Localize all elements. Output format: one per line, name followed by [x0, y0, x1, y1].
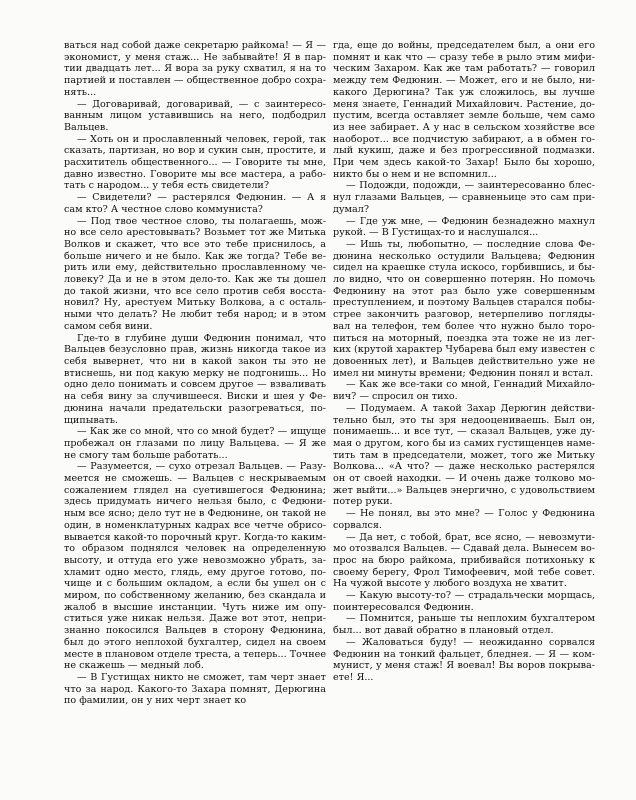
paragraph: — Помнится, раньше ты неплохим бухгалтером был... вот давай обратно в плановый отдел. — [333, 613, 595, 637]
paragraph: ваться над собой даже секретарю райкома! — Я — экономист, у меня стаж... Не забывайте! Я в партии двадцать лет... Я вора за руку схватил, я на то партией и поставлен — общественное добро сохранять... — [64, 40, 326, 98]
paragraph: — Хоть он и прославленный человек, герой, так сказать, партизан, но вор и сукин сын, простите, и расхититель общественного... — Говорите ты мне, давно известно. Говорите мы все мастера, а работать с народом... у тебя есть свидетели? — [64, 133, 326, 192]
paragraph: — Подумаем. А такой Захар Дерюгин действительно был, это ты зря недооцениваешь. Был он, понимаешь... и все тут, — сказал Вальцев, уже думая о другом, кого бы из самих густищенцев наметить там в председатели, может, того же Митьку Волкова... «А что? — даже несколько растерялся он от своей находки. — И очень даже толково может выйти...» Вальцев энергично, с удовольствием потер руки. — [333, 402, 595, 508]
paragraph: — В Густищах никто не сможет, там черт знает что за народ. Какого-то Захара помнят, Дерюгина по фамилии, он у них черт знает ко — [64, 671, 326, 707]
paragraph: — Разумеется, — сухо отрезал Вальцев. — Разумеется не сможешь. — Вальцев с нескрываемым сожалением глядел на суетившегося Федюнина; здесь придумать ничего нельзя было, с Федюниным все ясно; дело тут не в Федюнине, он такой не один, в номенклатурных кадрах все четче обрисовывается какой-то порочный круг. Когда-то каким-то образом поднялся человек на определенную высоту, и оттуда его уже невозможно убрать, захламит одно место, глядь, ему другое готово, почище и с большим окладом, а если бы ушел он с миром, по собственному желанию, без скандала и жалоб в высшие инстанции. Чуть ниже им опуститься уже никак нельзя. Даже вот этот, непризнанно покосился Вальцев в сторону Федюнина, был до этого неплохой бухгалтер, сидел на своем месте в плановом отделе треста, а теперь... Точнее не скажешь — медный лоб. — [64, 461, 326, 672]
paragraph: Где-то в глубине души Федюнин понимал, что Вальцев безусловно прав, жизнь никогда такое из себя вывернет, что ни в какой закон ты это не втиснешь, ни под какую мерку не подгонишь... Но одно дело понимать и совсем другое — взваливать на себя вину за случившееся. Виски и шея у Федюнина начали предательски разогреваться, пощипывать. — [64, 332, 326, 426]
paragraph: — Где уж мне, — Федюнин безнадежно махнул рукой. — В Густищах-то и наслушался... — [333, 215, 595, 239]
paragraph: — Как же со мной, что со мной будет? — ищуще пробежал он глазами по лицу Вальцева. — Я же не смогу там больше работать... — [64, 426, 326, 461]
paragraph: — Подожди, подожди, — заинтересованно блеснул глазами Вальцев, — сравненьице это сам придумал? — [333, 180, 595, 215]
paragraph: — Под твое честное слово, ты полагаешь, можно все село арестовывать? Возьмет тот же Митька Волков и скажет, что все это тебе приснилось, а больше ничего и не было. Как же тогда? Тебе верить или ему, действительно прославленному человеку? Да и не в этом дело-то. Как же ты дошел до такой жизни, что все село против себя восстановил? Ну, арестуем Митьку Волкова, а с остальными что делать? Не любит тебя народ; и в этом самом себя вини. — [64, 215, 326, 332]
right-text-column — [333, 40, 595, 788]
paragraph: — Не понял, вы это мне? — Голос у Федюнина сорвался. — [333, 508, 595, 531]
paragraph: — Какую высоту-то? — страдальчески морщась, поинтересовался Федюнин. — [333, 590, 595, 613]
paragraph: — Договаривай, договаривай, — с заинтересованным лицом уставившись на него, подбодрил Вальцев. — [64, 98, 326, 133]
paragraph: — Жаловаться буду! — неожиданно сорвался Федюнин на тонкий фальцет, бледнея. — Я — коммунист, у меня стаж! Я воевал! Вы воров покрываете! Я... — [333, 636, 595, 683]
left-text-column — [64, 40, 326, 788]
paragraph: гда, еще до войны, председателем был, а они его помнят и как что — сразу тебе в рыло этим мифическим Захаром. Как же там работать? — говорил между тем Федюнин. — Может, его и не было, никакого Дерюгина? Так уж сложилось, вы лучше меня знаете, Геннадий Михайлович. Растение, допустим, всегда оставляет земле больше, чем само из нее забирает. А у нас в сельском хозяйстве все наоборот... все подчистую забирают, а в обмен голый кукиш, даже и без прогрессивной подмазки. При чем здесь какой-то Захар! Было бы хорошо, никто бы о нем и не вспомнил... — [333, 40, 595, 180]
paragraph: — Свидетели? — растерялся Федюнин. — А я сам кто? А честное слово коммуниста? — [64, 192, 326, 215]
paragraph: — Ишь ты, любопытно, — последние слова Федюнина несколько остудили Вальцева; Федюнин сидел на краешке стула искосо, горбившись, и было видно, что он совершенно потерян. Но помочь Федюнину на этот раз было уже совершенным преступлением, и поэтому Вальцев старался побыстрее закончить разговор, нетерпеливо поглядывал на телефон, тем более что нужно было торопиться на моторный, поездка эта тоже не из легких (крутой характер Чубарева был ему известен с довоенных лет), и Вальцев действительно уже не имел ни минуты времени; Федюнин понял и встал. — [333, 238, 595, 379]
paragraph: — Как же все-таки со мной, Геннадий Михайлович? — спросил он тихо. — [333, 379, 595, 403]
paragraph: — Да нет, с тобой, брат, все ясно, — невозмутимо отозвался Вальцев. — Сдавай дела. Вынесем вопрос на бюро райкома, прибивайся потихоньку к своему берегу, Фрол Тимофеевич, мой тебе совет. На чужой высоте у любого воздуха не хватит. — [333, 531, 595, 590]
